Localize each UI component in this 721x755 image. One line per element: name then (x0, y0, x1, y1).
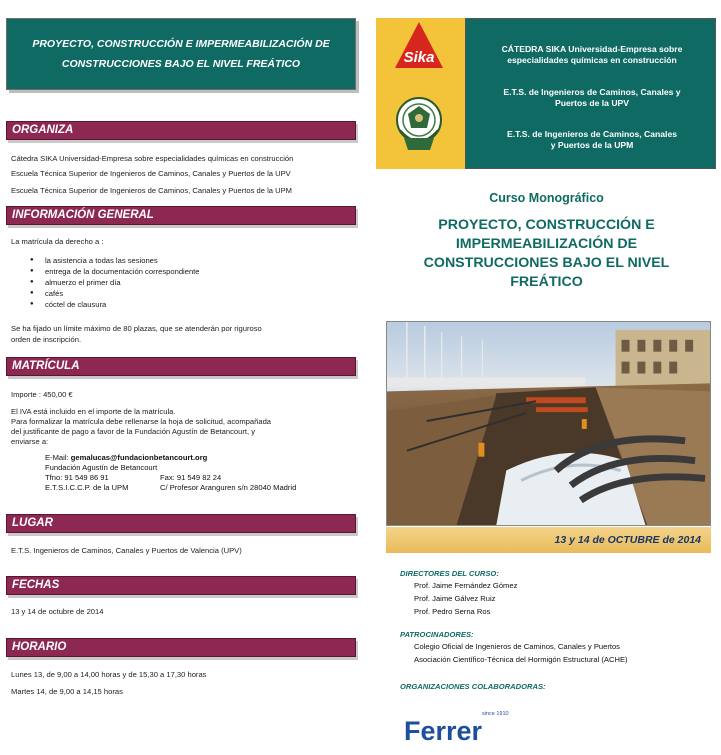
upv-text (472, 87, 712, 109)
course-title (372, 216, 721, 292)
upm-seal-icon (394, 94, 444, 156)
course-title-line-3: CONSTRUCCIONES BAJO EL NIVEL (423, 255, 670, 271)
upm-text (472, 129, 712, 151)
informacion-general-heading: INFORMACIÓN GENERAL (6, 206, 356, 225)
sika-logo-icon (393, 20, 445, 72)
ferrer-logo-icon (402, 706, 522, 750)
list-item: ● la asistencia a todas las sesiones (30, 255, 200, 266)
list-item: ● cafés (30, 288, 200, 299)
ferrer-logo-text: Ferrer (404, 716, 483, 746)
informacion-limit-line-1: Se ha fijado un límite máximo de 80 plazas, que se atenderán por riguroso (11, 324, 262, 333)
list-item: ● cóctel de clausura (30, 299, 200, 310)
right-column (372, 0, 721, 755)
catedra-line-2: especialidades químicas en construcción (507, 55, 677, 65)
matricula-importe: Importe : 450,00 € (11, 390, 73, 399)
colaboradoras-heading: ORGANIZACIONES COLABORADORAS: (400, 682, 546, 691)
banner-title-line-1: PROYECTO, CONSTRUCCIÓN E IMPERMEABILIZACIÓN DE (32, 38, 330, 50)
email-link[interactable]: gemalucas@fundacionbetancourt.org (70, 453, 208, 462)
matricula-para-line-3: enviarse a: (11, 437, 49, 446)
informacion-limit-line-2: orden de inscripción. (11, 335, 82, 344)
organiza-item: Escuela Técnica Superior de Ingenieros de Caminos, Canales y Puertos de la UPM (11, 186, 292, 195)
lugar-heading: LUGAR (6, 514, 356, 533)
title-banner (6, 18, 356, 90)
course-label: Curso Monográfico (489, 191, 604, 205)
lugar-text: E.T.S. Ingenieros de Caminos, Canales y Puertos de Valencia (UPV) (11, 546, 242, 555)
sika-logo-text: Sika (403, 49, 435, 66)
ferrer-since-text: since 1910 (482, 711, 509, 717)
upv-line-1: E.T.S. de Ingenieros de Caminos, Canales y (503, 87, 681, 97)
organiza-item: Escuela Técnica Superior de Ingenieros de Caminos, Canales y Puertos de la UPV (11, 169, 291, 178)
fax-number: Fax: 91 549 82 24 (160, 473, 222, 482)
upv-line-2: Puertos de la UPV (554, 98, 630, 108)
organiza-heading: ORGANIZA (6, 121, 356, 140)
matricula-iva: El IVA está incluido en el importe de la matrícula. (11, 407, 176, 416)
list-item: Colegio Oficial de Ingenieros de Caminos, Canales y Puertos (414, 642, 620, 651)
horario-heading: HORARIO (6, 638, 356, 657)
list-item: Prof. Jaime Fernández Gómez (414, 581, 518, 590)
date-bar: 13 y 14 de OCTUBRE de 2014 (386, 527, 711, 553)
banner-title-line-2: CONSTRUCCIONES BAJO EL NIVEL FREÁTICO (61, 58, 301, 70)
course-title-line-1: PROYECTO, CONSTRUCCIÓN E (438, 217, 655, 233)
email-line (45, 453, 207, 463)
phone-number: Tfno: 91 549 86 91 (45, 473, 109, 482)
list-item: Asociación Científico-Técnica del Hormigón Estructural (ACHE) (414, 655, 628, 664)
course-title-line-4: FREÁTICO (510, 274, 583, 290)
organiza-item: Cátedra SIKA Universidad-Empresa sobre especialidades químicas en construcción (11, 154, 294, 163)
informacion-bullet-list (30, 255, 200, 310)
fechas-heading: FECHAS (6, 576, 356, 595)
patrocinadores-heading: PATROCINADORES: (400, 630, 474, 639)
postal-address: C/ Profesor Aranguren s/n 28040 Madrid (160, 483, 297, 492)
course-title-line-2: IMPERMEABILIZACIÓN DE (455, 236, 638, 252)
list-item: Prof. Pedro Serna Ros (414, 607, 491, 616)
horario-line-1: Lunes 13, de 9,00 a 14,00 horas y de 15,30 a 17,30 horas (11, 670, 207, 679)
list-item: Prof. Jaime Gálvez Ruiz (414, 594, 496, 603)
catedra-line-1: CÁTEDRA SIKA Universidad-Empresa sobre (501, 44, 683, 54)
upm-line-1: E.T.S. de Ingenieros de Caminos, Canales (506, 129, 677, 139)
catedra-sika-text (472, 44, 712, 66)
horario-line-2: Martes 14, de 9,00 a 14,15 horas (11, 687, 123, 696)
upm-line-2: y Puertos de la UPM (550, 140, 634, 150)
matricula-heading: MATRÍCULA (6, 357, 356, 376)
construction-site-photo (386, 321, 711, 526)
informacion-limit (11, 323, 262, 345)
fechas-text: 13 y 14 de octubre de 2014 (11, 607, 104, 616)
etsi-upm: E.T.S.I.C.C.P. de la UPM (45, 483, 129, 492)
list-item: ● entrega de la documentación correspondiente (30, 266, 200, 277)
informacion-intro: La matrícula da derecho a : (11, 237, 104, 246)
directores-heading: DIRECTORES DEL CURSO: (400, 569, 499, 578)
list-item: ● almuerzo el primer día (30, 277, 200, 288)
fundacion-name: Fundación Agustín de Betancourt (45, 463, 158, 472)
matricula-instructions (11, 407, 271, 447)
banner-title (32, 34, 329, 74)
matricula-para-line-2: del justificante de pago a favor de la Fundación Agustín de Betancourt, y (11, 427, 256, 436)
matricula-para-line-1: Para formalizar la matrícula debe rellenarse la hoja de solicitud, acompañada (11, 417, 272, 426)
email-label: E-Mail: (45, 453, 69, 462)
